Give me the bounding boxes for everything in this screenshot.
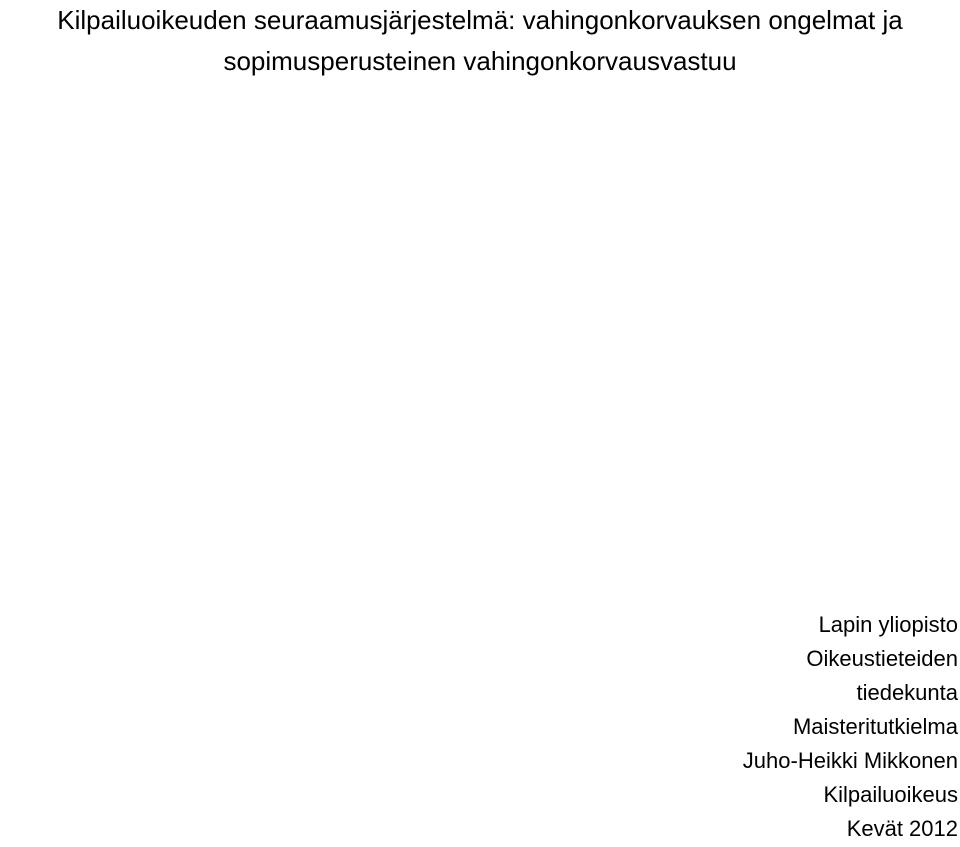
faculty-name-line-1: Oikeustieteiden bbox=[806, 646, 958, 671]
document-title bbox=[0, 0, 960, 82]
faculty-name-line-2: tiedekunta bbox=[856, 680, 958, 705]
thesis-info bbox=[743, 608, 958, 846]
university-name: Lapin yliopisto bbox=[818, 612, 958, 637]
title-line-1: Kilpailuoikeuden seuraamusjärjestelmä: vahingonkorvauksen ongelmat ja bbox=[57, 5, 903, 35]
author-name: Juho-Heikki Mikkonen bbox=[742, 748, 958, 773]
title-line-2: sopimusperusteinen vahingonkorvausvastuu bbox=[223, 46, 737, 76]
term: Kevät 2012 bbox=[846, 816, 958, 841]
subject-name: Kilpailuoikeus bbox=[823, 782, 958, 807]
thesis-type: Maisteritutkielma bbox=[792, 714, 958, 739]
